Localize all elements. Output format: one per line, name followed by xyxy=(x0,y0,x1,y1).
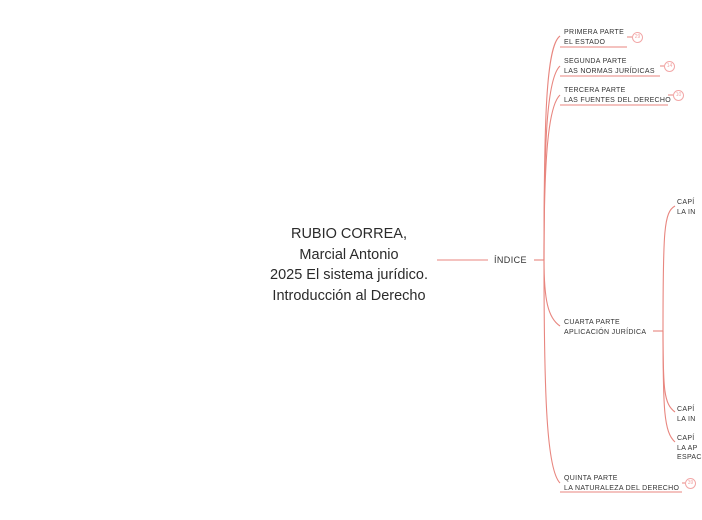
topic-cuarta-parte[interactable] xyxy=(564,318,646,337)
root-line-4: Introducción al Derecho xyxy=(272,287,426,304)
topic-line: LA IN xyxy=(677,208,696,216)
topic-segunda-parte[interactable] xyxy=(564,57,655,76)
topic-quinta-parte[interactable] xyxy=(564,474,679,493)
connector-sub-1 xyxy=(663,206,675,331)
connector-branch-5 xyxy=(544,260,560,483)
root-line-1: RUBIO CORREA, xyxy=(290,226,407,242)
subtopic-capitulo[interactable] xyxy=(677,198,696,217)
topic-line: APLICACIÓN JURÍDICA xyxy=(564,328,647,336)
index-topic[interactable]: ÍNDICE xyxy=(494,255,527,265)
connector-branch-3 xyxy=(544,95,560,260)
topic-line: CAPÍ xyxy=(677,199,695,206)
topic-line: LAS FUENTES DEL DERECHO xyxy=(564,96,671,104)
collapsed-count-badge[interactable]: 29 xyxy=(632,32,643,43)
topic-line: LA IN xyxy=(677,415,696,423)
topic-primera-parte[interactable] xyxy=(564,28,624,47)
topic-line: QUINTA PARTE xyxy=(564,475,618,482)
connector-branch-4 xyxy=(544,260,560,326)
collapsed-count-badge[interactable]: 39 xyxy=(685,478,696,489)
subtopic-capitulo[interactable] xyxy=(677,434,702,463)
subtopic-capitulo[interactable] xyxy=(677,405,696,424)
collapsed-count-badge[interactable]: 14 xyxy=(664,61,675,72)
root-line-3: 2025 El sistema jurídico. xyxy=(270,267,428,283)
topic-line: LA AP xyxy=(677,444,698,452)
topic-line: PRIMERA PARTE xyxy=(564,29,625,36)
topic-line: TERCERA PARTE xyxy=(564,87,626,94)
root-line-2: Marcial Antonio xyxy=(299,246,399,263)
topic-line: LAS NORMAS JURÍDICAS xyxy=(564,67,655,75)
topic-line: EL ESTADO xyxy=(564,38,606,46)
topic-line: LA NATURALEZA DEL DERECHO xyxy=(564,484,680,492)
collapsed-count-badge[interactable]: 10 xyxy=(673,90,684,101)
root-topic[interactable] xyxy=(248,224,450,306)
topic-tercera-parte[interactable] xyxy=(564,86,671,105)
topic-line: CAPÍ xyxy=(677,406,695,413)
connector-sub-2 xyxy=(663,331,675,412)
topic-line: ESPAC xyxy=(677,454,702,461)
topic-line: SEGUNDA PARTE xyxy=(564,58,627,65)
topic-line: CAPÍ xyxy=(677,435,695,442)
topic-line: CUARTA PARTE xyxy=(564,319,620,326)
